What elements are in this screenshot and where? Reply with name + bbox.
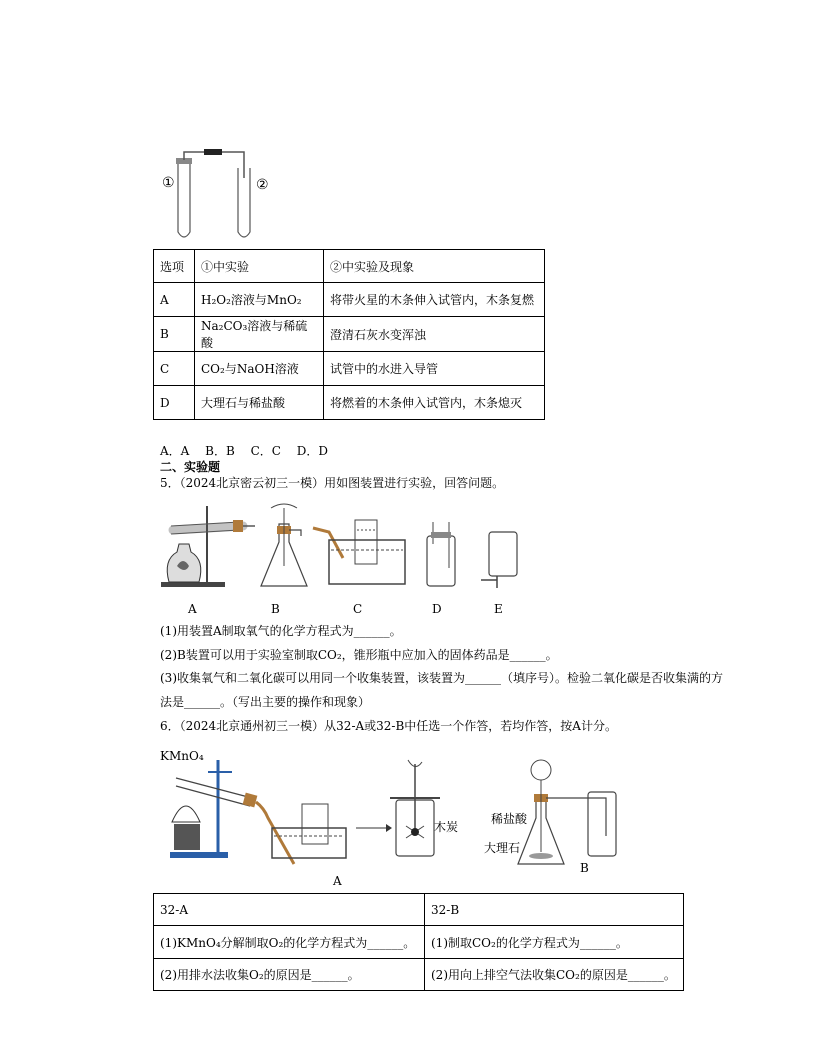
- q6-apparatus-figure: [160, 760, 630, 870]
- q5-apparatus-figure: [155, 496, 525, 600]
- q5-part-2: (2)B装置可以用于实验室制取CO₂，锥形瓶中应加入的固体药品是______。: [160, 648, 558, 662]
- q5-label-c: C: [353, 602, 363, 616]
- q4-answer-options: A．A B．B C．C D．D: [160, 444, 329, 458]
- table-cell: (2)用排水法收集O₂的原因是______。: [154, 959, 425, 991]
- table-cell: CO₂与NaOH溶液: [195, 352, 324, 386]
- table-row: [154, 317, 545, 352]
- q6-label-acid: 稀盐酸: [491, 812, 528, 826]
- table-cell: Na₂CO₃溶液与稀硫酸: [195, 317, 324, 352]
- table-cell: A: [154, 283, 195, 317]
- table-header-cell: 32-B: [425, 894, 684, 926]
- q5-label-e: E: [494, 602, 503, 616]
- q6-stem: 6．（2024北京通州初三一模）从32-A或32-B中任选一个作答，若均作答，按A计分。: [160, 719, 617, 733]
- q6-label-marble: 大理石: [484, 841, 521, 855]
- table-cell: C: [154, 352, 195, 386]
- table-header-cell: 选项: [154, 250, 195, 283]
- q5-label-a: A: [188, 602, 197, 616]
- table-row: [154, 959, 684, 991]
- q6-choice-table: [153, 893, 684, 991]
- q5-part-3b: 法是______。（写出主要的操作和现象）: [160, 695, 371, 709]
- table-row: [154, 352, 545, 386]
- table-row: [154, 894, 684, 926]
- table-row: [154, 926, 684, 959]
- table-row: [154, 386, 545, 420]
- table-cell: (1)KMnO₄分解制取O₂的化学方程式为______。: [154, 926, 425, 959]
- q4-figure-label-1: ①: [162, 175, 175, 191]
- table-header-cell: ①中实验: [195, 250, 324, 283]
- table-header-cell: 32-A: [154, 894, 425, 926]
- q5-stem: 5．（2024北京密云初三一模）用如图装置进行实验，回答问题。: [160, 476, 505, 490]
- q5-label-d: D: [432, 602, 442, 616]
- q6-label-b: B: [580, 861, 589, 875]
- q4-options-table: [153, 249, 545, 420]
- q4-figure-label-2: ②: [256, 177, 269, 193]
- section-title: 二、实验题: [160, 460, 221, 474]
- q6-label-kmno4: KMnO₄: [160, 749, 204, 763]
- table-cell: 试管中的水进入导管: [324, 352, 545, 386]
- q5-label-b: B: [271, 602, 280, 616]
- table-cell: (1)制取CO₂的化学方程式为______。: [425, 926, 684, 959]
- q6-label-a: A: [333, 874, 342, 888]
- table-cell: B: [154, 317, 195, 352]
- table-cell: 澄清石灰水变浑浊: [324, 317, 545, 352]
- table-header-cell: ②中实验及现象: [324, 250, 545, 283]
- table-row: [154, 250, 545, 283]
- table-cell: 将带火星的木条伸入试管内，木条复燃: [324, 283, 545, 317]
- table-cell: 将燃着的木条伸入试管内，木条熄灭: [324, 386, 545, 420]
- table-row: [154, 283, 545, 317]
- q4-apparatus-figure: [160, 148, 280, 244]
- q6-label-charcoal: 木炭: [434, 820, 459, 834]
- q5-part-3a: (3)收集氧气和二氧化碳可以用同一个收集装置，该装置为______（填序号）。检验二氧化碳是否收集满的方: [160, 671, 724, 685]
- q5-part-1: (1)用装置A制取氧气的化学方程式为______。: [160, 624, 402, 638]
- table-cell: (2)用向上排空气法收集CO₂的原因是______。: [425, 959, 684, 991]
- table-cell: 大理石与稀盐酸: [195, 386, 324, 420]
- table-cell: H₂O₂溶液与MnO₂: [195, 283, 324, 317]
- table-cell: D: [154, 386, 195, 420]
